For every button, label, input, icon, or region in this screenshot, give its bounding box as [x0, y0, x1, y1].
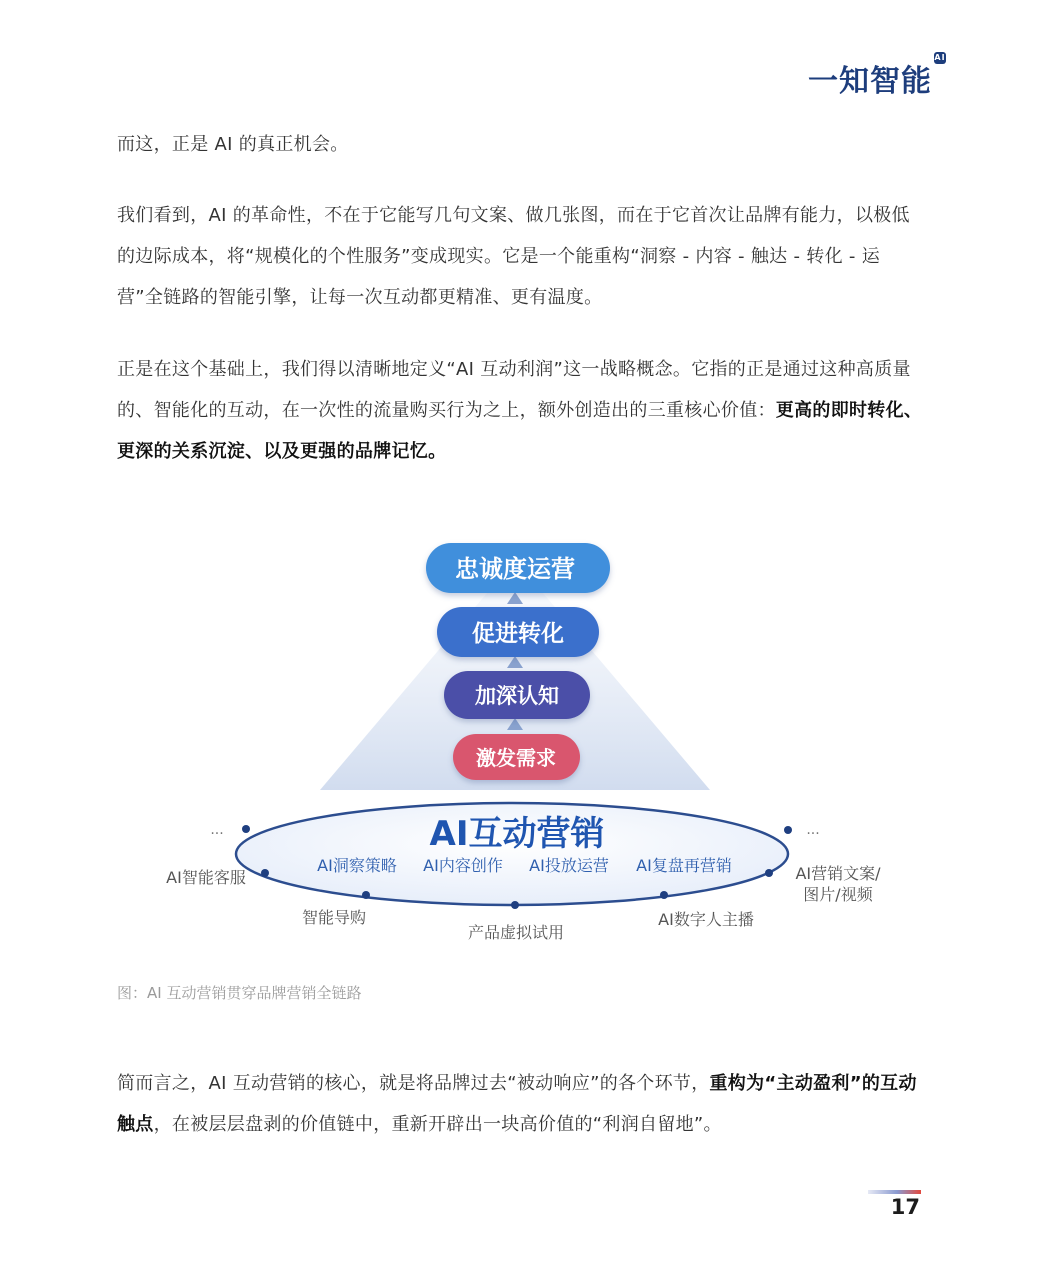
logo-text: 一知智能 [808, 64, 932, 99]
paragraph-1: 而这，正是 AI 的真正机会。 [117, 134, 349, 155]
pyramid-label-conversion: 促进转化 [472, 621, 564, 647]
label-copywriting-line1: AI营销文案/ [795, 864, 881, 883]
label-digital-host: AI数字人主播 [658, 910, 754, 929]
node-dot [660, 891, 668, 899]
label-smart-guide: 智能导购 [301, 908, 367, 927]
diagram-center-title: AI互动营销 [429, 814, 605, 854]
paragraph-4 [117, 1063, 923, 1145]
paragraph-3-bold: 更高的即时转化、更深的关系沉淀、以及更强的品牌记忆。 [117, 400, 923, 462]
page-number: 17 [890, 1195, 920, 1219]
pyramid-level-awareness [444, 671, 590, 719]
inner-item-delivery: AI投放运营 [529, 856, 609, 875]
pyramid-level-conversion [437, 607, 599, 657]
label-virtual-tryon: 产品虚拟试用 [467, 923, 565, 942]
figure-caption: 图：AI 互动营销贯穿品牌营销全链路 [117, 984, 362, 1002]
node-dot [362, 891, 370, 899]
pyramid-level-demand [453, 734, 580, 780]
node-dot [784, 826, 792, 834]
inner-item-review: AI复盘再营销 [636, 856, 732, 875]
paragraph-2: 我们看到，AI 的革命性，不在于它能写几句文案、做几张图，而在于它首次让品牌有能力，以极低的边际成本，将“规模化的个性服务”变成现实。它是一个能重构“洞察 - 内容 - 触达 - 转化 - 运营”全链路的智能引擎，让每一次互动都更精准、更有温度。 [117, 205, 910, 308]
node-dot [765, 869, 773, 877]
left-ellipsis: ... [210, 822, 224, 838]
node-dot [242, 825, 250, 833]
paragraph-4-bold: 重构为“主动盈利”的互动触点 [117, 1073, 917, 1135]
paragraph-4-text-1: 简而言之，AI 互动营销的核心，就是将品牌过去“被动响应”的各个环节， [117, 1073, 710, 1094]
paragraph-3-text: 正是在这个基础上，我们得以清晰地定义“AI 互动利润”这一战略概念。它指的正是通过这种高质量的、智能化的互动，在一次性的流量购买行为之上，额外创造出的三重核心价值： [117, 359, 911, 421]
pyramid-level-loyalty [426, 543, 610, 593]
logo-mark-icon: AI [934, 53, 946, 62]
paragraph-4-text-2: ，在被层层盘剥的价值链中，重新开辟出一块高价值的“利润自留地”。 [153, 1114, 722, 1135]
pyramid-label-awareness: 加深认知 [475, 684, 559, 708]
inner-item-content: AI内容创作 [423, 856, 503, 875]
node-dot [511, 901, 519, 909]
node-dot [261, 869, 269, 877]
label-copywriting-line2: 图片/视频 [803, 885, 873, 904]
pyramid-label-demand: 激发需求 [476, 746, 556, 770]
pyramid-label-loyalty: 忠诚度运营 [455, 555, 575, 583]
page-number-bar [868, 1190, 921, 1194]
right-ellipsis: ... [806, 822, 820, 838]
label-smart-service: AI智能客服 [166, 868, 246, 887]
inner-item-insight: AI洞察策略 [317, 856, 397, 875]
